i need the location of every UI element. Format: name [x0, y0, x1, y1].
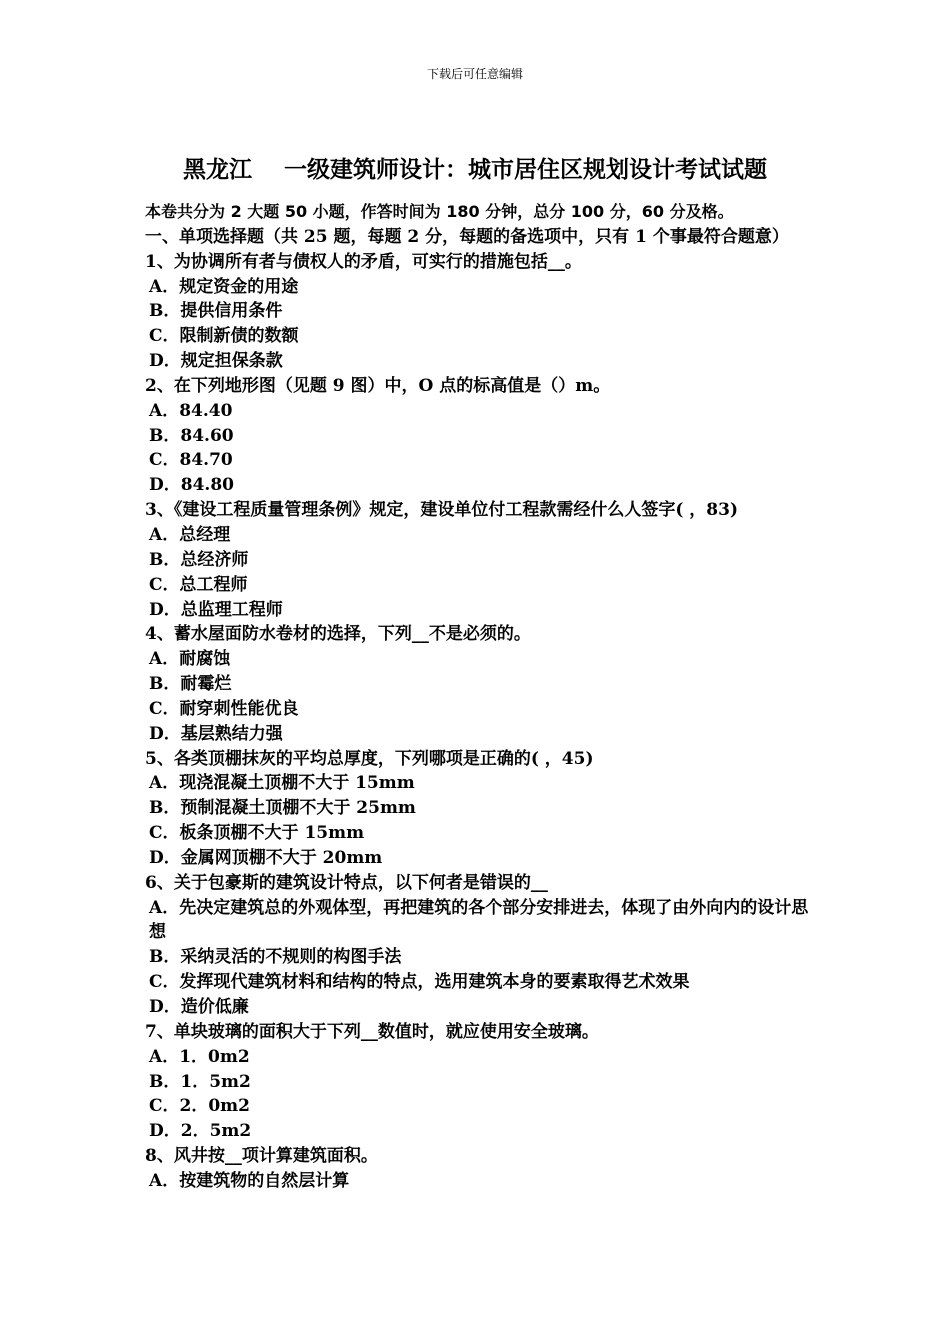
question-stem: 8、风井按__项计算建筑面积。	[145, 1146, 378, 1167]
option-b: B．耐霉烂	[149, 674, 232, 695]
option-a: A．1．0m2	[149, 1046, 250, 1067]
option-a: A．按建筑物的自然层计算	[149, 1170, 350, 1191]
section-heading: 一、单项选择题（共 25 题，每题 2 分，每题的备选项中，只有 1 个事最符合题意）	[145, 226, 789, 247]
question-5	[145, 747, 817, 871]
option-b: B．总经济师	[149, 549, 249, 570]
question-stem: 2、在下列地形图（见题 9 图）中，O 点的标高值是（）m。	[145, 375, 611, 396]
question-stem: 1、为协调所有者与债权人的矛盾，可实行的措施包括__。	[145, 251, 582, 272]
question-4	[145, 622, 817, 746]
option-a: A．总经理	[149, 524, 231, 545]
document-body	[145, 200, 817, 1194]
option-c: C．板条顶棚不大于 15mm	[149, 823, 365, 844]
option-b: B．预制混凝土顶棚不大于 25mm	[149, 798, 416, 819]
option-c: C．耐穿刺性能优良	[149, 698, 299, 719]
question-1	[145, 250, 817, 374]
option-d: D．金属网顶棚不大于 20mm	[149, 847, 383, 868]
question-stem: 6、关于包豪斯的建筑设计特点，以下何者是错误的__	[145, 872, 548, 893]
option-c: C．限制新债的数额	[149, 326, 299, 347]
option-c: C．发挥现代建筑材料和结构的特点，选用建筑本身的要素取得艺术效果	[149, 972, 690, 993]
option-b: B．采纳灵活的不规则的构图手法	[149, 947, 402, 968]
page-header: 下载后可任意编辑	[426, 67, 523, 81]
question-stem: 7、单块玻璃的面积大于下列__数值时，就应使用安全玻璃。	[145, 1021, 599, 1042]
option-c: C．2．0m2	[149, 1096, 251, 1117]
option-d: D．总监理工程师	[149, 599, 283, 620]
option-d: D．造价低廉	[149, 997, 249, 1017]
option-a: A．现浇混凝土顶棚不大于 15mm	[149, 773, 415, 794]
question-6	[145, 871, 817, 1020]
question-stem: 3、《建设工程质量管理条例》规定，建设单位付工程款需经什么人签字( ，83)	[145, 500, 738, 521]
option-a: A．先决定建筑总的外观体型，再把建筑的各个部分安排进去，体现了由外向内的设计思想	[149, 897, 809, 943]
question-7	[145, 1020, 817, 1144]
option-d: D．规定担保条款	[149, 351, 283, 372]
question-8	[145, 1144, 817, 1194]
option-d: D．2．5m2	[149, 1121, 252, 1142]
document-title: 黑龙江 一级建筑师设计：城市居住区规划设计考试试题	[182, 157, 768, 183]
question-stem: 4、蓄水屋面防水卷材的选择，下列__不是必须的。	[145, 624, 531, 645]
question-3	[145, 498, 817, 622]
option-c: C．84.70	[149, 450, 233, 471]
option-c: C．总工程师	[149, 574, 248, 595]
option-a: A．耐腐蚀	[149, 649, 231, 670]
option-d: D．84.80	[149, 475, 234, 496]
question-stem: 5、各类顶棚抹灰的平均总厚度，下列哪项是正确的( ，45)	[145, 748, 594, 769]
option-a: A．84.40	[149, 400, 233, 421]
option-a: A．规定资金的用途	[149, 276, 299, 297]
exam-intro: 本卷共分为 2 大题 50 小题，作答时间为 180 分钟，总分 100 分，60 分及格。	[145, 202, 734, 221]
question-2	[145, 374, 817, 498]
option-b: B．提供信用条件	[149, 301, 283, 322]
option-b: B．84.60	[149, 425, 234, 446]
option-b: B．1．5m2	[149, 1071, 251, 1092]
option-d: D．基层熟结力强	[149, 723, 283, 744]
